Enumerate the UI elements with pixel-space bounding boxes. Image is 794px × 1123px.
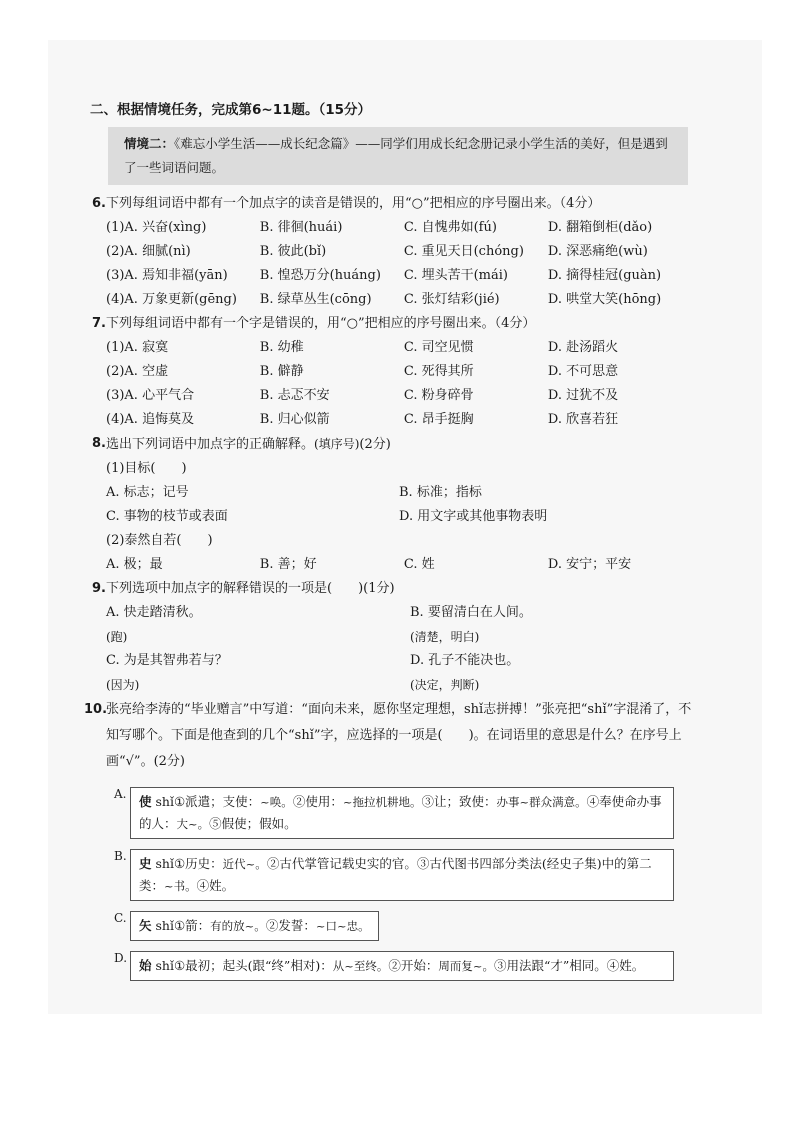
option-letter: B. xyxy=(114,849,127,863)
context-box xyxy=(108,127,688,185)
q9-option[interactable]: C. 为是其智弗若与？ (因为) xyxy=(106,653,228,692)
q9-options-row xyxy=(92,649,692,697)
q6-option[interactable]: (2)A. 细腻(nì) xyxy=(106,244,191,259)
q8-option[interactable]: D. 用文字或其他事物表明 xyxy=(399,509,548,524)
context-text: 《难忘小学生活——成长纪念篇》——同学们用成长纪念册记录小学生活的美好，但是遇到了一些词语问题。 xyxy=(124,136,668,175)
dictionary-entry: 使 shǐ①派遣；支使：~唤。②使用：~拖拉机耕地。③让；致使：办事~群众满意。④奉使命办事的人：大~。⑤假使；假如。 xyxy=(130,787,674,839)
q6-option[interactable]: C. 张灯结彩(jié) xyxy=(403,292,500,307)
question-score: (2分) xyxy=(359,437,391,452)
q6-option[interactable]: D. 深恶痛绝(wù) xyxy=(547,244,648,259)
q6-option[interactable]: D. 摘得桂冠(guàn) xyxy=(547,268,662,283)
entry-head: 矢 xyxy=(139,918,152,933)
question-10 xyxy=(84,697,692,775)
q6-row-3 xyxy=(92,264,692,288)
question-stem: 下列选项中加点字的解释错误的一项是( )(1分) xyxy=(106,581,395,596)
question-6 xyxy=(92,192,692,216)
entry-head: 始 xyxy=(139,958,152,973)
question-stem: 下列每组词语中都有一个字是错误的，用“○”把相应的序号圈出来。（4分） xyxy=(106,316,536,331)
q9-option[interactable]: D. 孔子不能决也。 (决定，判断) xyxy=(410,653,520,692)
q7-row-1 xyxy=(92,336,692,360)
entry-head: 使 xyxy=(139,794,152,809)
q6-option[interactable]: B. 彼此(bǐ) xyxy=(259,244,327,259)
question-stem: 张亮给李涛的“毕业赠言”中写道：“面向未来，愿你坚定理想，shǐ志拼搏！”张亮把“shǐ”字混淆了，不知写哪个。下面是他查到的几个“shǐ”字，应选择的一项是( )。在词语里的意思是什么？在序号上画“√”。(2分) xyxy=(106,702,692,769)
q7-option[interactable]: C. 粉身碎骨 xyxy=(403,388,474,403)
option-letter: C. xyxy=(114,911,127,925)
q7-option[interactable]: B. 归心似箭 xyxy=(259,412,330,427)
q6-option[interactable]: D. 哄堂大笑(hōng) xyxy=(547,292,662,307)
q10-option-c[interactable] xyxy=(108,911,692,941)
q7-option[interactable]: (1)A. 寂寞 xyxy=(106,340,169,355)
q9-option[interactable]: A. 快走踏清秋。 (跑) xyxy=(106,605,202,644)
q8-option[interactable]: A. 极；最 xyxy=(106,557,163,572)
q6-option[interactable]: (1)A. 兴奋(xìng) xyxy=(106,220,207,235)
q6-option[interactable]: B. 惶恐万分(huáng) xyxy=(259,268,381,283)
q7-row-3 xyxy=(92,384,692,408)
entry-head: 史 xyxy=(139,856,152,871)
q6-row-1 xyxy=(92,216,692,240)
q7-row-2 xyxy=(92,360,692,384)
q8-sub-2: (2)泰然自若( ) xyxy=(106,533,213,548)
q7-option[interactable]: D. 过犹不及 xyxy=(547,388,619,403)
q6-option[interactable]: D. 翻箱倒柜(dǎo) xyxy=(547,220,653,235)
dictionary-entry: 始 shǐ①最初；起头(跟“终”相对)：从~至终。②开始：周而复~。③用法跟“才”相同。④姓。 xyxy=(130,951,674,981)
q7-option[interactable]: (2)A. 空虚 xyxy=(106,364,169,379)
q6-option[interactable]: C. 重见天日(chóng) xyxy=(403,244,524,259)
question-8 xyxy=(92,432,692,457)
q7-option[interactable]: B. 幼稚 xyxy=(259,340,304,355)
q9-options-row xyxy=(92,601,692,649)
q10-option-d[interactable] xyxy=(108,951,692,981)
question-number: 7. xyxy=(92,316,106,331)
q7-option[interactable]: B. 僻静 xyxy=(259,364,304,379)
section-title: 二、根据情境任务，完成第6~11题。（15分） xyxy=(90,102,372,118)
question-stem: 选出下列词语中加点字的正确解释。 xyxy=(106,437,315,452)
question-number: 6. xyxy=(92,196,106,211)
q8-option[interactable]: C. 事物的枝节或表面 xyxy=(106,509,228,524)
q7-option[interactable]: (3)A. 心平气合 xyxy=(106,388,195,403)
q6-option[interactable]: C. 埋头苦干(mái) xyxy=(403,268,508,283)
dictionary-entry: 矢 shǐ①箭：有的放~。②发誓：~口~忠。 xyxy=(130,911,379,941)
option-letter: D. xyxy=(114,951,128,965)
q10-option-b[interactable] xyxy=(108,849,692,901)
q7-option[interactable]: C. 死得其所 xyxy=(403,364,474,379)
dictionary-entry: 史 shǐ①历史：近代~。②古代掌管记载史实的官。③古代图书四部分类法(经史子集)中的第二类：~书。④姓。 xyxy=(130,849,674,901)
question-9 xyxy=(92,577,692,601)
q7-option[interactable]: B. 忐忑不安 xyxy=(259,388,330,403)
q6-row-4 xyxy=(92,288,692,312)
q9-option[interactable]: B. 要留清白在人间。 (清楚，明白) xyxy=(410,605,532,644)
q8-option[interactable]: A. 标志；记号 xyxy=(106,485,189,500)
q7-option[interactable]: D. 欣喜若狂 xyxy=(547,412,619,427)
q6-option[interactable]: (4)A. 万象更新(gēng) xyxy=(106,292,237,307)
question-note: (填序号) xyxy=(314,437,360,451)
q7-option[interactable]: C. 昂手挺胸 xyxy=(403,412,474,427)
q6-option[interactable]: B. 徘徊(huái) xyxy=(259,220,343,235)
q8-options-row xyxy=(92,553,692,577)
q6-row-2 xyxy=(92,240,692,264)
option-letter: A. xyxy=(114,787,127,801)
question-number: 9. xyxy=(92,581,106,596)
q10-option-a[interactable] xyxy=(108,787,692,839)
q8-options-row xyxy=(92,481,692,505)
q7-option[interactable]: D. 赴汤蹈火 xyxy=(547,340,619,355)
q6-option[interactable]: (3)A. 焉知非福(yān) xyxy=(106,268,228,283)
q8-option[interactable]: B. 善；好 xyxy=(259,557,317,572)
q7-row-4 xyxy=(92,408,692,432)
q8-option[interactable]: B. 标准；指标 xyxy=(399,485,482,500)
q8-option[interactable]: C. 姓 xyxy=(403,557,435,572)
q8-option[interactable]: D. 安宁；平安 xyxy=(547,557,632,572)
q7-option[interactable]: D. 不可思意 xyxy=(547,364,619,379)
question-number: 10. xyxy=(84,702,108,717)
worksheet xyxy=(84,98,692,981)
q7-option[interactable]: (4)A. 追悔莫及 xyxy=(106,412,195,427)
q6-option[interactable]: C. 自愧弗如(fú) xyxy=(403,220,497,235)
context-label: 情境二： xyxy=(124,136,175,151)
q7-option[interactable]: C. 司空见惯 xyxy=(403,340,474,355)
q8-options-row xyxy=(92,505,692,529)
q6-option[interactable]: B. 绿草丛生(cōng) xyxy=(259,292,372,307)
question-number: 8. xyxy=(92,436,106,451)
q8-sub-1: (1)目标( ) xyxy=(106,461,187,476)
question-7 xyxy=(92,312,692,336)
question-stem: 下列每组词语中都有一个加点字的读音是错误的，用“○”把相应的序号圈出来。（4分） xyxy=(106,196,601,211)
